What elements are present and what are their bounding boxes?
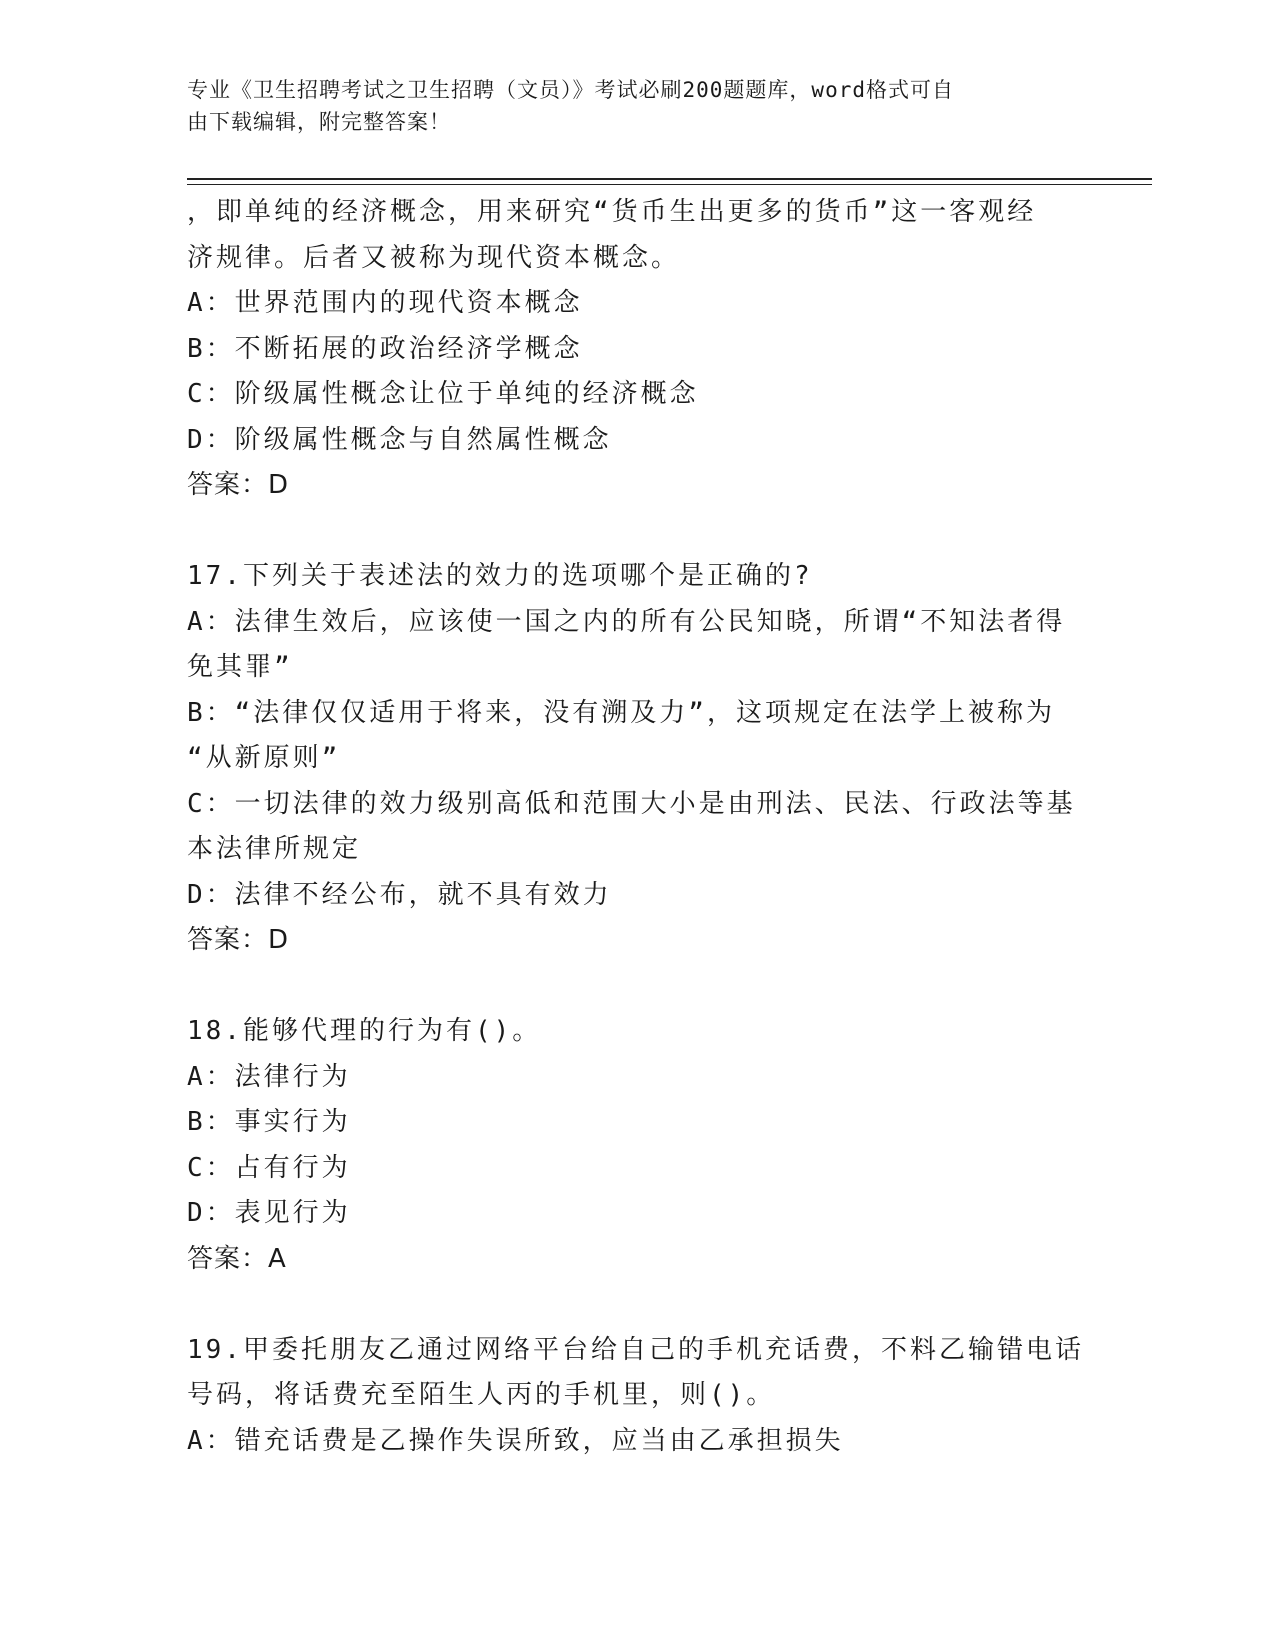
answer-line: 答案：D [187, 470, 290, 500]
option-c: C：占有行为 [187, 1152, 351, 1183]
option-b: B：不断拓展的政治经济学概念 [187, 333, 583, 364]
option-a: A：世界范围内的现代资本概念 [187, 288, 583, 318]
header-rule-thin [187, 184, 1152, 185]
option-c: C：一切法律的效力级别高低和范围大小是由刑法、民法、行政法等基 [187, 788, 1076, 819]
question-stem: 19.甲委托朋友乙通过网络平台给自己的手机充话费，不料乙输错电话 [187, 1334, 1084, 1365]
question-stem-continued: 号码，将话费充至陌生人丙的手机里，则()。 [187, 1380, 776, 1410]
option-a-continued: 免其罪” [187, 652, 293, 682]
document-header [187, 74, 1067, 138]
answer-line: 答案：D [187, 925, 290, 955]
header-line-2: 由下载编辑，附完整答案！ [187, 110, 451, 134]
option-c: C：阶级属性概念让位于单纯的经济概念 [187, 379, 699, 409]
spacer [187, 1282, 1077, 1328]
spacer [187, 964, 1077, 1010]
question-stem: 18.能够代理的行为有()。 [187, 1016, 542, 1046]
question-text: ，即单纯的经济概念，用来研究“货币生出更多的货币”这一客观经 [187, 197, 1037, 227]
question-text: 济规律。后者又被称为现代资本概念。 [187, 242, 681, 273]
option-b: B：“法律仅仅适用于将来，没有溯及力”，这项规定在法学上被称为 [187, 697, 1055, 728]
option-d: D：表见行为 [187, 1198, 351, 1228]
header-line-1: 专业《卫生招聘考试之卫生招聘（文员）》考试必刷200题题库，word格式可自 [187, 78, 954, 102]
option-a: A：法律生效后，应该使一国之内的所有公民知晓，所谓“不知法者得 [187, 606, 1066, 637]
question-16-continued [187, 190, 1077, 509]
header-rule-thick [187, 178, 1152, 180]
option-c-continued: 本法律所规定 [187, 834, 362, 864]
answer-line: 答案：A [187, 1243, 287, 1274]
question-18 [187, 1009, 1077, 1282]
option-d: D：法律不经公布，就不具有效力 [187, 879, 612, 910]
option-d: D：阶级属性概念与自然属性概念 [187, 424, 612, 455]
option-b: B：事实行为 [187, 1107, 351, 1137]
question-19 [187, 1328, 1084, 1465]
document-body [187, 190, 1084, 1464]
question-17 [187, 554, 1077, 964]
option-a: A：错充话费是乙操作失误所致，应当由乙承担损失 [187, 1425, 844, 1456]
spacer [187, 509, 1077, 555]
option-a: A：法律行为 [187, 1061, 351, 1092]
option-b-continued: “从新原则” [187, 743, 341, 773]
question-stem: 17.下列关于表述法的效力的选项哪个是正确的? [187, 561, 813, 591]
